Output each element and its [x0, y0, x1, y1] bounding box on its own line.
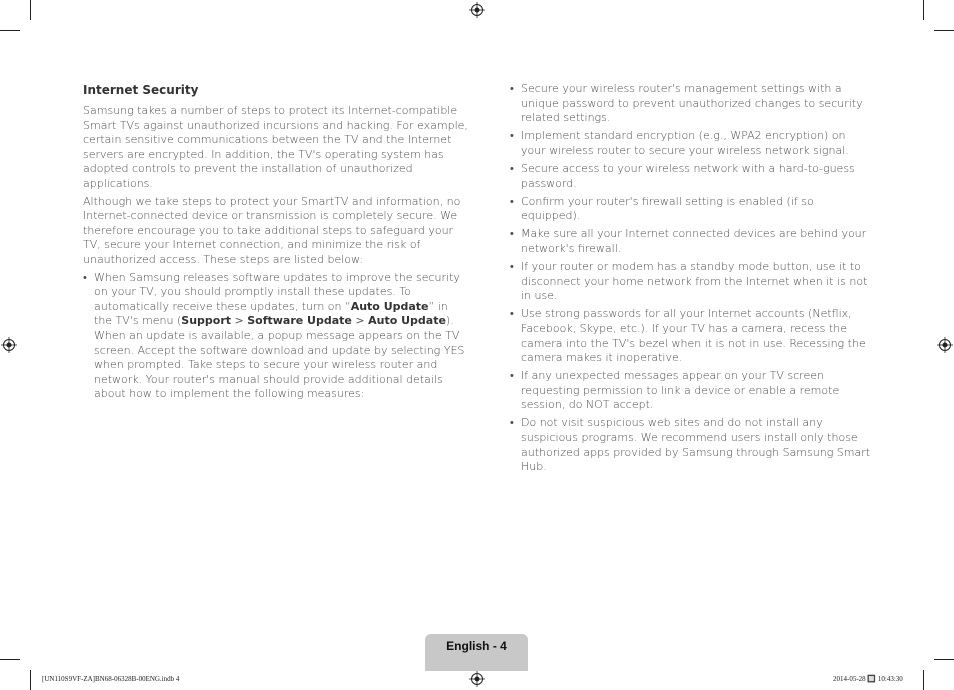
- page-number-tab: English - 4: [425, 634, 528, 671]
- registration-target-icon: [469, 671, 485, 687]
- list-item: • If any unexpected messages appear on your TV screen requesting permission to link a device or enable a remote session, do NOT accept.: [510, 369, 872, 413]
- menu-path-auto-update: Auto Update: [368, 314, 446, 328]
- chevron-right-icon: >: [355, 314, 365, 328]
- crop-mark-bottom-left-h: [0, 659, 20, 660]
- update-bullet: [83, 271, 468, 402]
- crop-mark-top-left-v: [30, 0, 31, 20]
- list-item: • Confirm your router's firewall setting is enabled (if so equipped).: [510, 195, 872, 224]
- registration-target-icon: [937, 337, 953, 353]
- list-item: • Secure your wireless router's management settings with a unique password to prevent unauthorized changes to security related settings.: [510, 82, 872, 126]
- crop-mark-bottom-right-h: [934, 659, 954, 660]
- update-text-2: ” in the TV's menu (: [94, 299, 448, 328]
- chevron-right-icon: >: [234, 314, 244, 328]
- right-column: [510, 82, 872, 478]
- crop-mark-top-right-v: [923, 0, 924, 20]
- list-item: • Use strong passwords for all your Internet accounts (Netflix, Facebook, Skype, etc.). If your TV has a camera, recess the camera into the TV's bezel when it is not in use. Recessing the camera makes it inoperative.: [510, 307, 872, 365]
- crop-mark-top-right-h: [934, 30, 954, 31]
- menu-path-support: Support: [181, 314, 232, 328]
- section-title: Internet Security: [83, 83, 199, 97]
- print-slug-file: [UN110S9VF-ZA]BN68-06328B-00ENG.indb 4: [42, 675, 180, 683]
- intro-paragraph-1: Samsung takes a number of steps to protect its Internet-compatible Smart TVs against unauthorized incursions and hacking. For example, certain sensitive communications between the TV and the Internet servers are encrypted. In addition, the TV's operating system has adopted controls to prevent the installation of unauthorized applications.: [83, 104, 468, 190]
- left-column: [83, 82, 468, 405]
- print-slug-date: 2014-05-28 🔲 10:43:30: [833, 675, 903, 683]
- menu-path-software-update: Software Update: [247, 314, 352, 328]
- list-item: • Do not visit suspicious web sites and do not install any suspicious programs. We recommend users install only those authorized apps provided by Samsung through Samsung Smart Hub.: [510, 416, 872, 474]
- list-item: • Implement standard encryption (e.g., WPA2 encryption) on your wireless router to secure your wireless network signal.: [510, 129, 872, 158]
- update-text-3: ). When an update is available, a popup message appears on the TV screen. Accept the software download and update by selecting YES when prompted. Take steps to secure your wireless router and network. Your router's manual should provide additional details about how to implement the following measures:: [94, 314, 465, 401]
- list-item: • If your router or modem has a standby mode button, use it to disconnect your home network from the Internet when it is not in use.: [510, 260, 872, 304]
- crop-mark-bottom-right-v: [923, 670, 924, 690]
- registration-target-icon: [1, 337, 17, 353]
- registration-target-icon: [469, 2, 485, 18]
- auto-update-term: Auto Update: [350, 299, 429, 313]
- update-text-1: When Samsung releases software updates to improve the security on your TV, you should promptly install these updates. To automatically receive these updates, turn on “: [94, 270, 460, 313]
- crop-mark-bottom-left-v: [30, 670, 31, 690]
- list-item: • Make sure all your Internet connected devices are behind your network's firewall.: [510, 227, 872, 256]
- crop-mark-top-left-h: [0, 30, 20, 31]
- security-measures-list: [510, 82, 872, 475]
- intro-paragraph-2: Although we take steps to protect your SmartTV and information, no Internet-connected device or transmission is completely secure. We therefore encourage you to take additional steps to safeguard your TV, secure your Internet connection, and minimize the risk of unauthorized access. These steps are listed below:: [83, 194, 461, 266]
- update-list: [83, 271, 468, 402]
- list-item: • Secure access to your wireless network with a hard-to-guess password.: [510, 162, 872, 191]
